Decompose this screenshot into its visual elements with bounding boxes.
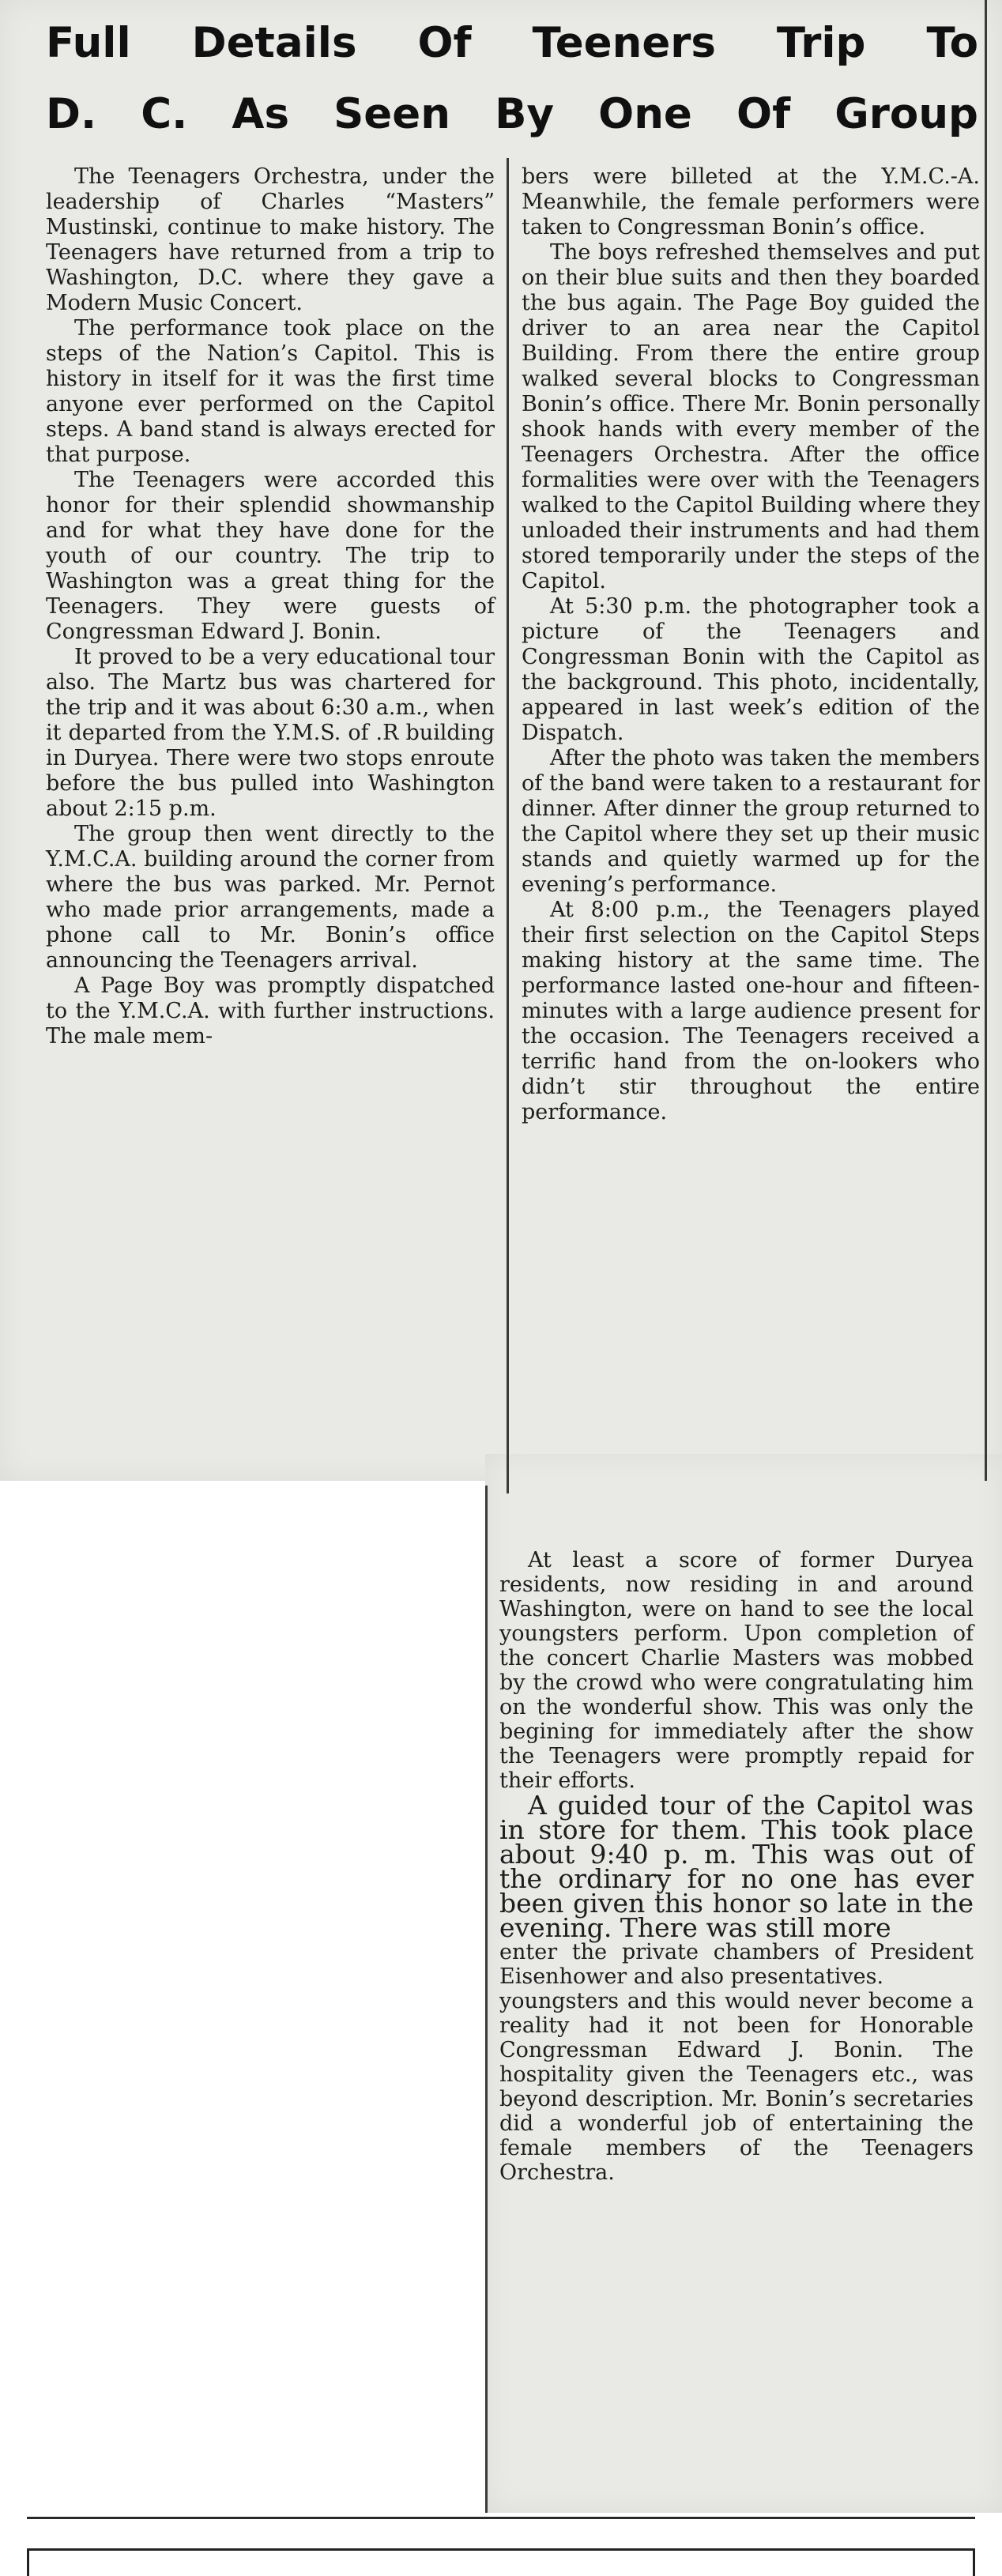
article-column-3 <box>499 1548 974 2185</box>
paragraph: The boys refreshed themselves and put on their blue suits and then they boarded the bus again. The Page Boy guided the driver to an area near the Capitol Building. From there the entire group walked several blocks to Congressman Bonin’s office. There Mr. Bonin personally shook hands with every member of the Teenagers Orchestra. After the office formalities were over with the Teenagers walked to the Capitol Building where they unloaded their instruments and had them stored temporarily under the steps of the Capitol. <box>522 240 980 593</box>
paragraph-continued: enter the private chambers of President Eisenhower and also presentatives. <box>499 1940 974 1989</box>
paragraph-larger-type: A guided tour of the Capitol was in store for them. This took place about 9:40 p. m. This was out of the ordinary for no one has ever been given this honor so late in the evening. There was still more <box>499 1790 974 1943</box>
paragraph-continued: bers were billeted at the Y.M.C.-A. Meanwhile, the female performers were taken to Congressman Bonin’s office. <box>522 164 980 239</box>
paragraph: At 5:30 p.m. the photographer took a picture of the Teenagers and Congressman Bonin with the Capitol as the background. This photo, incidentally, appeared in last week’s edition of the Dispatch. <box>522 594 980 745</box>
paragraph-final: youngsters and this would never become a reality had it not been for Honorable Congressman Edward J. Bonin. The hospitality given the Teenagers etc., was beyond description. Mr. Bonin’s secretaries did a wonderful job of entertaining the female members of the Teenagers Orchestra. <box>499 1989 974 2185</box>
article-column-2 <box>522 164 980 1125</box>
column-rule-lower <box>485 1486 488 2513</box>
paragraph: The Teenagers were accorded this honor for their splendid showmanship and for what they have done for the youth of our country. The trip to Washington was a great thing for the Teenagers. They were guests of Congressman Edward J. Bonin. <box>46 468 495 644</box>
column-rule <box>507 158 509 1493</box>
bottom-rule <box>27 2517 975 2519</box>
paragraph: After the photo was taken the members of the band were taken to a restaurant for dinner. After dinner the group returned to the Capitol where they set up their music stands and quietly warmed up for the evening’s performance. <box>522 746 980 897</box>
paragraph: At 8:00 p.m., the Teenagers played their first selection on the Capitol Steps making history at the same time. The performance lasted one-hour and fifteen-minutes with a large audience present for the occasion. The Teenagers received a terrific hand from the on-lookers who didn’t stir throughout the entire performance. <box>522 898 980 1124</box>
headline-line-1: Full Details Of Teeners Trip To <box>46 19 978 67</box>
article-column-1 <box>46 164 495 1049</box>
paragraph: A Page Boy was promptly dispatched to the Y.M.C.A. with further instructions. The male mem- <box>46 974 495 1049</box>
clipping-right-rule <box>985 0 987 1481</box>
headline-line-2: D. C. As Seen By One Of Group <box>46 90 978 138</box>
paragraph: It proved to be a very educational tour also. The Martz bus was chartered for the trip and it was about 6:30 a.m., when it departed from the Y.M.S. of .R building in Duryea. There were two stops enroute before the bus pulled into Washington about 2:15 p.m. <box>46 645 495 821</box>
paragraph: The Teenagers Orchestra, under the leadership of Charles “Masters” Mustinski, continue to make history. The Teenagers have returned from a trip to Washington, D.C. where they gave a Modern Music Concert. <box>46 164 495 315</box>
paragraph: The performance took place on the steps of the Nation’s Capitol. This is history in itself for it was the first time anyone ever performed on the Capitol steps. A band stand is always erected for that purpose. <box>46 316 495 467</box>
paragraph: At least a score of former Duryea residents, now residing in and around Washington, were on hand to see the local youngsters perform. Upon completion of the concert Charlie Masters was mobbed by the crowd who were congratulating him on the wonderful show. This was only the begining for immediately after the show the Teenagers were promptly repaid for their efforts. <box>499 1548 974 1793</box>
paragraph: The group then went directly to the Y.M.C.A. building around the corner from where the bus was parked. Mr. Pernot who made prior arrangements, made a phone call to Mr. Bonin’s office announcing the Teenagers arrival. <box>46 822 495 973</box>
next-article-frame <box>27 2548 975 2576</box>
